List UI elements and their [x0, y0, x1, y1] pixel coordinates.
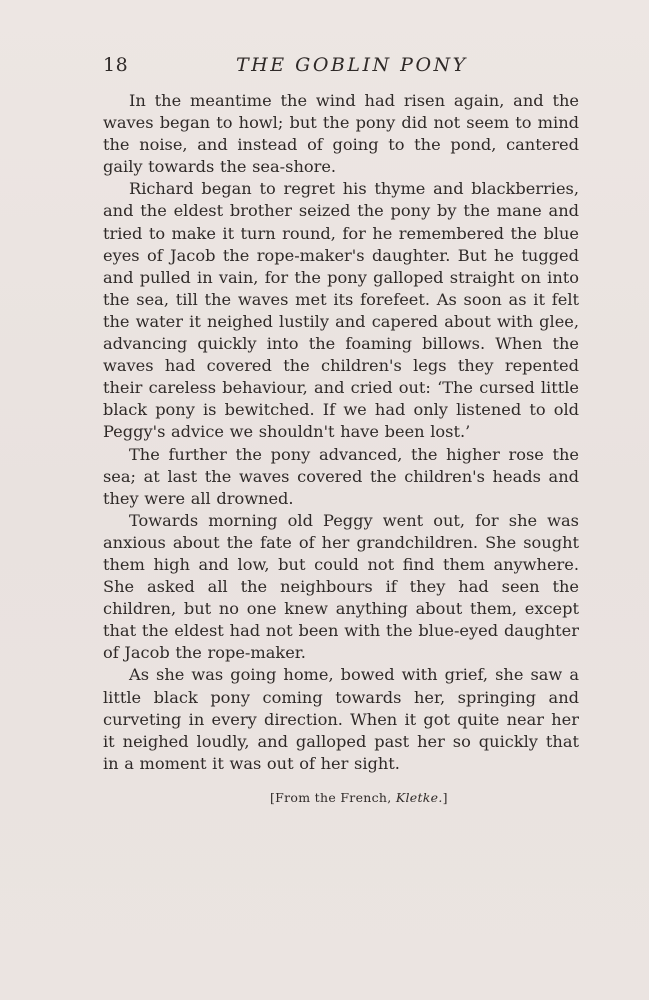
paragraph: In the meantime the wind had risen again, and the waves began to howl; but the pony did not seem to mind the noise, and instead of going to the pond, cantered gaily towards the sea-shore. [103, 91, 579, 177]
paragraph: Richard began to regret his thyme and blackberries, and the eldest brother seized the pony by the mane and tried to make it turn round, for he remembered the blue eyes of Jacob the rope-maker's daughter. But he tugged and pulled in vain, for the pony galloped straight on into the sea, till the waves met its forefeet. As soon as it felt the water it neighed lustily and capered about with glee, advancing quickly into the foaming billows. When the waves had covered the children's legs they repented their careless behaviour, and cried out: ‘The cursed little black pony is bewitched. If we had only listened to old Peggy's advice we shouldn't have been lost.’ [103, 179, 579, 442]
source-credit [270, 790, 448, 805]
story-text [103, 90, 579, 775]
paragraph: Towards morning old Peggy went out, for she was anxious about the fate of her grandchildren. She sought them high and low, but could not find them anywhere. She asked all the neighbours if they had seen the children, but no one knew anything about them, except that the eldest had not been with the blue-eyed daughter of Jacob the rope-maker. [103, 510, 579, 663]
page-header [103, 54, 581, 84]
paragraph: The further the pony advanced, the higher rose the sea; at last the waves covered the children's heads and they were all drowned. [103, 444, 579, 508]
paragraph: As she was going home, bowed with grief, she saw a little black pony coming towards her, springing and curveting in every direction. When it got quite near her it neighed loudly, and galloped past her so quickly that in a moment it was out of her sight. [103, 665, 579, 773]
credit-suffix: ] [442, 790, 448, 805]
credit-author: Kletke. [395, 790, 443, 805]
page-number: 18 [103, 54, 129, 76]
running-title: THE GOBLIN PONY [236, 54, 468, 76]
credit-prefix: [From the French, [270, 790, 392, 805]
